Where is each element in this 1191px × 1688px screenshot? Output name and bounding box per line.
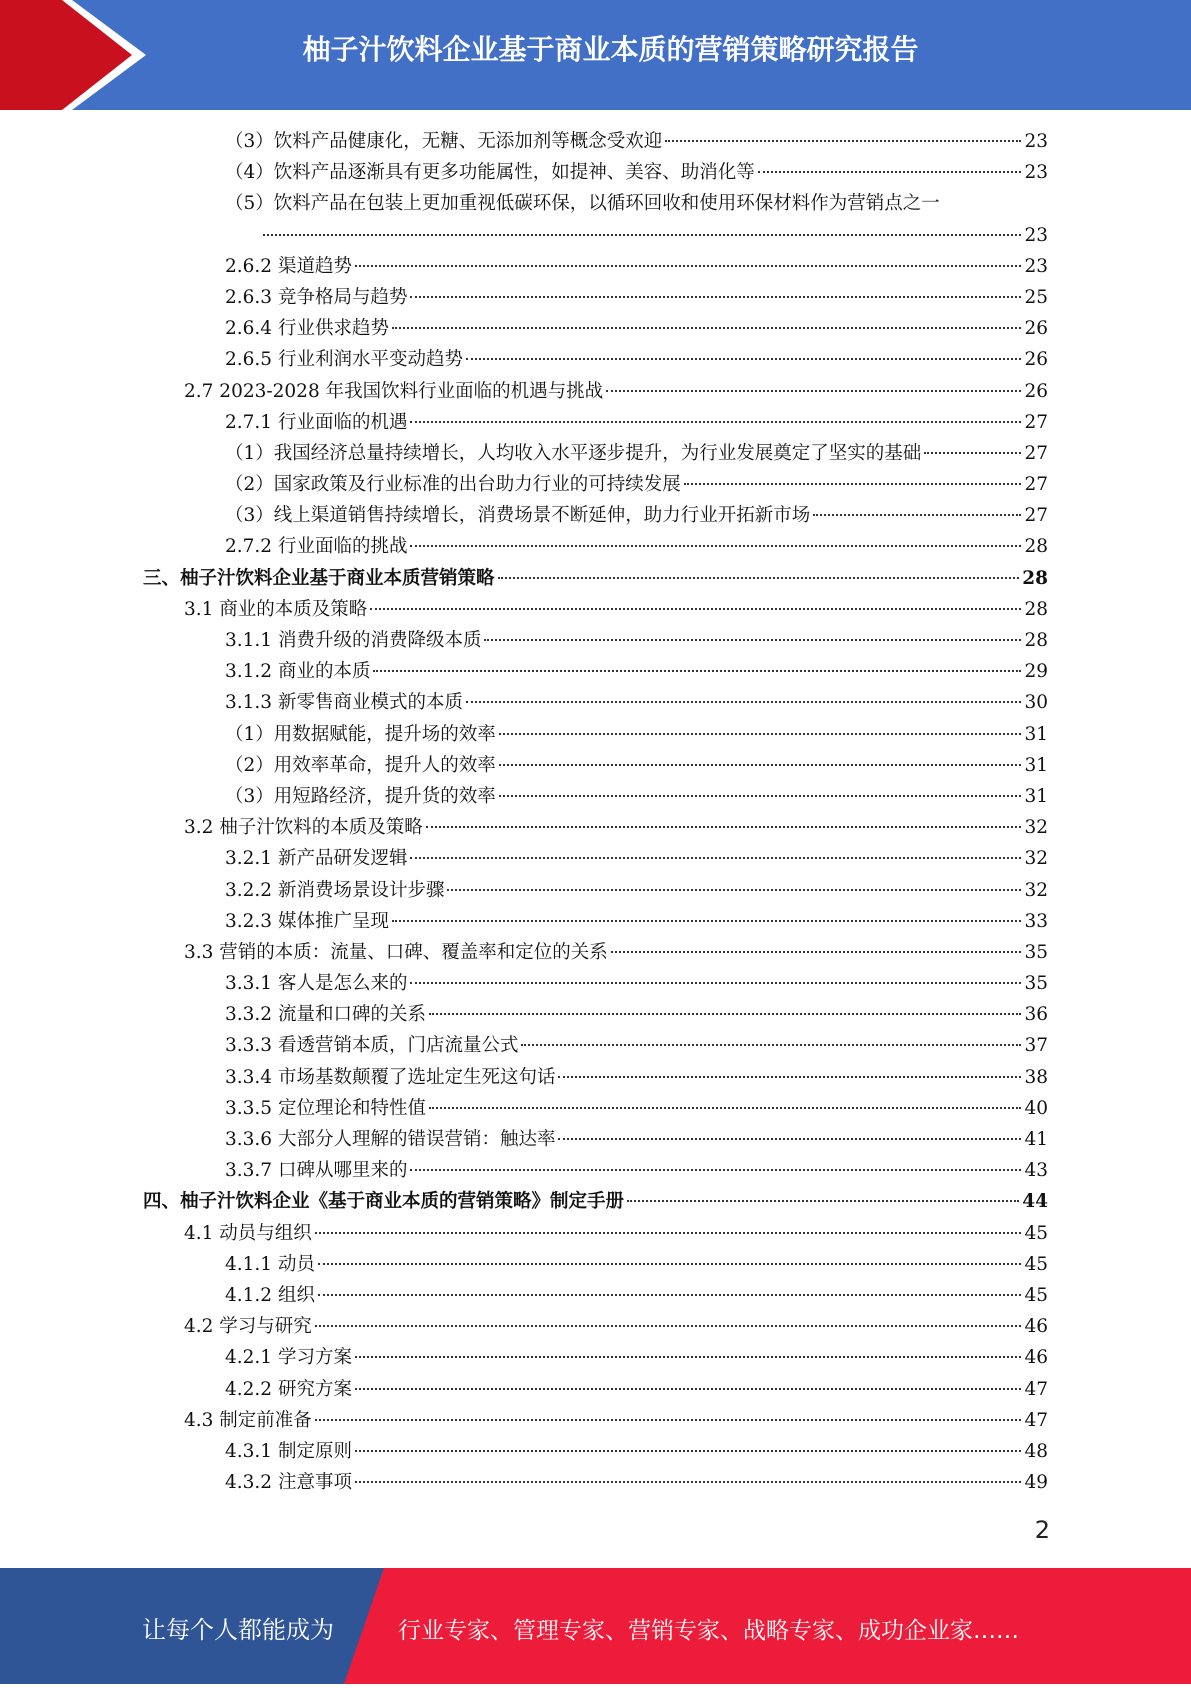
toc-entry-page: 44: [1022, 1191, 1048, 1213]
toc-entry-title: （2）用效率革命，提升人的效率: [225, 754, 496, 776]
toc-entry[interactable]: [0, 376, 1191, 407]
toc-dot-leader: [315, 1419, 1022, 1421]
toc-dot-leader: [447, 889, 1021, 891]
toc-dot-leader: [355, 1388, 1022, 1390]
toc-entry[interactable]: [0, 1249, 1191, 1280]
toc-entry[interactable]: [0, 500, 1191, 531]
toc-entry-title: （3）线上渠道销售持续增长，消费场景不断延伸，助力行业开拓新市场: [225, 505, 811, 527]
toc-entry-title: 2.6.5 行业利润水平变动趋势: [225, 349, 463, 371]
toc-entry-title: 4.3.1 制定原则: [225, 1440, 352, 1462]
toc-dot-leader: [499, 764, 1022, 766]
toc-entry-title: 3.2 柚子汁饮料的本质及策略: [184, 817, 423, 839]
toc-entry-title: 3.3.6 大部分人理解的错误营销：触达率: [225, 1129, 556, 1150]
toc-entry[interactable]: [0, 1374, 1191, 1405]
toc-entry-page: 23: [1024, 255, 1048, 277]
toc-dot-leader: [373, 670, 1021, 672]
toc-entry[interactable]: [0, 968, 1191, 999]
toc-entry-title: （4）饮料产品逐渐具有更多功能属性，如提神、美容、助消化等: [225, 162, 755, 184]
toc-entry-title: 三、柚子汁饮料企业基于商业本质营销策略: [143, 567, 495, 589]
toc-entry-title: 3.3.1 客人是怎么来的: [225, 973, 408, 995]
toc-entry-title: 4.3.2 注意事项: [225, 1472, 352, 1494]
toc-entry-title: （1）用数据赋能，提升场的效率: [225, 723, 496, 745]
page-header: [0, 0, 1191, 110]
toc-entry-page: 32: [1024, 817, 1048, 839]
toc-entry[interactable]: [0, 781, 1191, 812]
toc-entry-page: 26: [1024, 349, 1048, 371]
toc-entry-title: 3.3.7 口碑从哪里来的: [225, 1160, 408, 1182]
toc-entry-page: 30: [1024, 692, 1048, 714]
report-title: 柚子汁饮料企业基于商业本质的营销策略研究报告: [302, 33, 919, 66]
toc-dot-leader: [315, 1232, 1022, 1234]
toc-entry-title: 3.2.2 新消费场景设计步骤: [225, 879, 445, 901]
toc-entry[interactable]: [0, 1155, 1191, 1186]
toc-dot-leader: [558, 1138, 1021, 1140]
toc-dot-leader: [499, 795, 1022, 797]
toc-entry-page: 46: [1024, 1347, 1048, 1369]
toc-dot-leader: [263, 234, 1021, 236]
toc-entry[interactable]: [0, 1030, 1191, 1061]
toc-entry[interactable]: [0, 687, 1191, 718]
toc-dot-leader: [355, 1356, 1022, 1358]
toc-dot-leader: [924, 452, 1021, 454]
toc-entry-title: 3.1.2 商业的本质: [225, 661, 371, 683]
toc-entry-title: 3.3.4 市场基数颠覆了选址定生死这句话: [225, 1066, 556, 1088]
toc-entry-title: 3.3.2 流量和口碑的关系: [225, 1004, 426, 1026]
toc-entry-title: 4.1.2 组织: [225, 1284, 315, 1306]
toc-dot-leader: [318, 1294, 1022, 1296]
toc-dot-leader: [355, 265, 1022, 267]
toc-entry-title: 2.6.2 渠道趋势: [225, 255, 352, 277]
toc-dot-leader: [758, 171, 1022, 173]
toc-entry[interactable]: [0, 1280, 1191, 1311]
toc-entry-page: 26: [1024, 318, 1048, 340]
toc-entry-page: 28: [1024, 536, 1048, 558]
toc-entry[interactable]: [0, 937, 1191, 968]
toc-entry[interactable]: [0, 1218, 1191, 1249]
toc-entry[interactable]: [0, 906, 1191, 937]
toc-entry-title: 3.1.3 新零售商业模式的本质: [225, 692, 463, 714]
toc-dot-leader: [684, 483, 1022, 485]
toc-dot-leader: [318, 1263, 1022, 1265]
toc-dot-leader: [429, 1107, 1021, 1109]
toc-entry[interactable]: [0, 157, 1191, 188]
toc-entry-page: 35: [1024, 973, 1048, 995]
toc-entry[interactable]: [0, 719, 1191, 750]
toc-entry[interactable]: [0, 625, 1191, 656]
toc-entry[interactable]: [0, 1467, 1191, 1498]
toc-entry-page: 31: [1024, 785, 1048, 807]
toc-entry-title: 4.1.1 动员: [225, 1253, 315, 1275]
toc-entry[interactable]: [0, 1186, 1191, 1217]
toc-entry-title: 4.2 学习与研究: [184, 1316, 312, 1338]
toc-dot-leader: [521, 1044, 1021, 1046]
toc-dot-leader: [410, 982, 1021, 984]
toc-entry-page: 27: [1024, 442, 1048, 464]
toc-dot-leader: [370, 608, 1021, 610]
toc-entry-title: 4.1 动员与组织: [184, 1222, 312, 1244]
toc-entry-title: 3.1.1 消费升级的消费降级本质: [225, 630, 482, 651]
toc-dot-leader: [410, 296, 1021, 298]
toc-entry-title: 3.3 营销的本质：流量、口碑、覆盖率和定位的关系: [184, 941, 608, 963]
toc-entry[interactable]: [0, 656, 1191, 687]
toc-entry[interactable]: [0, 1436, 1191, 1467]
toc-entry-title: （2）国家政策及行业标准的出台助力行业的可持续发展: [225, 474, 681, 496]
toc-dot-leader: [410, 1169, 1021, 1171]
toc-entry-page: 32: [1024, 848, 1048, 870]
toc-dot-leader: [429, 1013, 1021, 1015]
toc-dot-leader: [466, 358, 1021, 360]
toc-entry-page: 23: [1024, 162, 1048, 184]
toc-entry-title: 2.7 2023-2028 年我国饮料行业面临的机遇与挑战: [184, 380, 604, 402]
toc-dot-leader: [499, 733, 1022, 735]
toc-entry-title: （1）我国经济总量持续增长，人均收入水平逐步提升，为行业发展奠定了坚实的基础: [225, 442, 922, 464]
page-number: 2: [1034, 1516, 1050, 1544]
toc-entry-page: 31: [1024, 723, 1048, 745]
toc-entry[interactable]: [0, 438, 1191, 469]
table-of-contents: [0, 126, 1191, 1498]
toc-entry-page: 43: [1024, 1160, 1048, 1182]
toc-entry-title: 2.7.1 行业面临的机遇: [225, 411, 408, 433]
toc-entry[interactable]: [0, 531, 1191, 562]
toc-entry-page: 35: [1024, 941, 1048, 963]
toc-entry-title: （5）饮料产品在包装上更加重视低碳环保，以循环回收和使用环保材料作为营销点之一: [225, 193, 940, 215]
toc-dot-leader: [426, 826, 1022, 828]
toc-dot-leader: [355, 1481, 1022, 1483]
toc-entry-page: 45: [1024, 1284, 1048, 1306]
toc-entry-title: 3.2.1 新产品研发逻辑: [225, 848, 408, 870]
toc-entry-page: 23: [1024, 131, 1048, 152]
toc-dot-leader: [627, 1200, 1019, 1202]
toc-dot-leader: [665, 140, 1021, 142]
toc-entry-title: 四、柚子汁饮料企业《基于商业本质的营销策略》制定手册: [143, 1191, 625, 1213]
toc-entry-title: 3.3.5 定位理论和特性值: [225, 1097, 426, 1119]
toc-entry-page: 41: [1024, 1129, 1048, 1150]
toc-entry[interactable]: [0, 282, 1191, 313]
toc-entry[interactable]: [0, 843, 1191, 874]
toc-entry[interactable]: [0, 313, 1191, 344]
toc-entry[interactable]: [0, 126, 1191, 157]
toc-entry-title: （3）用短路经济，提升货的效率: [225, 785, 496, 807]
toc-entry-page: 36: [1024, 1004, 1048, 1026]
toc-entry-title: 2.6.3 竞争格局与趋势: [225, 286, 408, 308]
toc-entry-page: 45: [1024, 1222, 1048, 1244]
toc-entry-page: 28: [1024, 598, 1048, 620]
footer-slogan-right: 行业专家、管理专家、营销专家、战略专家、成功企业家……: [398, 1618, 1019, 1644]
toc-dot-leader: [392, 920, 1021, 922]
toc-entry[interactable]: [0, 875, 1191, 906]
toc-entry[interactable]: [0, 1342, 1191, 1373]
toc-dot-leader: [466, 701, 1021, 703]
toc-dot-leader: [611, 951, 1022, 953]
toc-entry-page: 27: [1024, 505, 1048, 527]
toc-entry[interactable]: [0, 594, 1191, 625]
toc-entry-page: 27: [1024, 474, 1048, 496]
toc-dot-leader: [558, 1076, 1021, 1078]
toc-entry[interactable]: [0, 188, 1191, 219]
toc-entry[interactable]: [0, 407, 1191, 438]
toc-entry-title: 3.1 商业的本质及策略: [184, 598, 368, 620]
toc-entry-title: 4.3 制定前准备: [184, 1409, 312, 1431]
toc-dot-leader: [355, 1450, 1022, 1452]
toc-entry[interactable]: [0, 220, 1191, 251]
toc-entry-title: 4.2.1 学习方案: [225, 1347, 352, 1369]
toc-entry[interactable]: [0, 812, 1191, 843]
toc-entry-page: 33: [1024, 910, 1048, 932]
toc-entry-page: 46: [1024, 1316, 1048, 1338]
toc-entry[interactable]: [0, 1405, 1191, 1436]
toc-dot-leader: [498, 577, 1020, 579]
toc-entry-page: 49: [1024, 1472, 1048, 1494]
toc-entry-page: 32: [1024, 879, 1048, 901]
toc-dot-leader: [410, 421, 1021, 423]
toc-dot-leader: [813, 514, 1021, 516]
toc-entry-page: 48: [1024, 1440, 1048, 1462]
toc-entry[interactable]: [0, 750, 1191, 781]
toc-dot-leader: [410, 545, 1021, 547]
toc-dot-leader: [606, 390, 1021, 392]
toc-entry-title: 2.7.2 行业面临的挑战: [225, 536, 408, 558]
toc-dot-leader: [315, 1325, 1022, 1327]
toc-entry-page: 25: [1024, 286, 1048, 308]
toc-entry-page: 27: [1024, 411, 1048, 433]
toc-entry-page: 28: [1024, 630, 1048, 651]
footer-slogan-left: 让每个人都能成为: [142, 1616, 334, 1644]
toc-entry-page: 37: [1024, 1035, 1048, 1057]
toc-entry-title: （3）饮料产品健康化，无糖、无添加剂等概念受欢迎: [225, 131, 663, 152]
toc-entry-page: 31: [1024, 754, 1048, 776]
toc-entry-title: 3.3.3 看透营销本质，门店流量公式: [225, 1035, 519, 1057]
toc-entry-page: 38: [1024, 1066, 1048, 1088]
toc-entry[interactable]: [0, 1093, 1191, 1124]
toc-entry-page: 28: [1022, 567, 1048, 589]
toc-entry-page: 47: [1024, 1378, 1048, 1400]
toc-entry[interactable]: [0, 1311, 1191, 1342]
toc-entry-title: 2.6.4 行业供求趋势: [225, 318, 389, 340]
toc-entry-page: 23: [1024, 224, 1048, 246]
toc-entry-page: 47: [1024, 1409, 1048, 1431]
toc-entry[interactable]: [0, 251, 1191, 282]
toc-entry-title: 3.2.3 媒体推广呈现: [225, 910, 389, 932]
toc-dot-leader: [410, 857, 1021, 859]
toc-entry[interactable]: [0, 469, 1191, 500]
toc-entry[interactable]: [0, 1062, 1191, 1093]
toc-entry[interactable]: [0, 999, 1191, 1030]
toc-entry-page: 29: [1024, 661, 1048, 683]
toc-entry[interactable]: [0, 563, 1191, 594]
toc-entry[interactable]: [0, 1124, 1191, 1155]
toc-entry-page: 45: [1024, 1253, 1048, 1275]
toc-entry[interactable]: [0, 344, 1191, 375]
toc-entry-page: 40: [1024, 1097, 1048, 1119]
toc-dot-leader: [484, 639, 1021, 641]
toc-entry-page: 26: [1024, 380, 1048, 402]
toc-dot-leader: [392, 327, 1021, 329]
toc-entry-title: 4.2.2 研究方案: [225, 1378, 352, 1400]
